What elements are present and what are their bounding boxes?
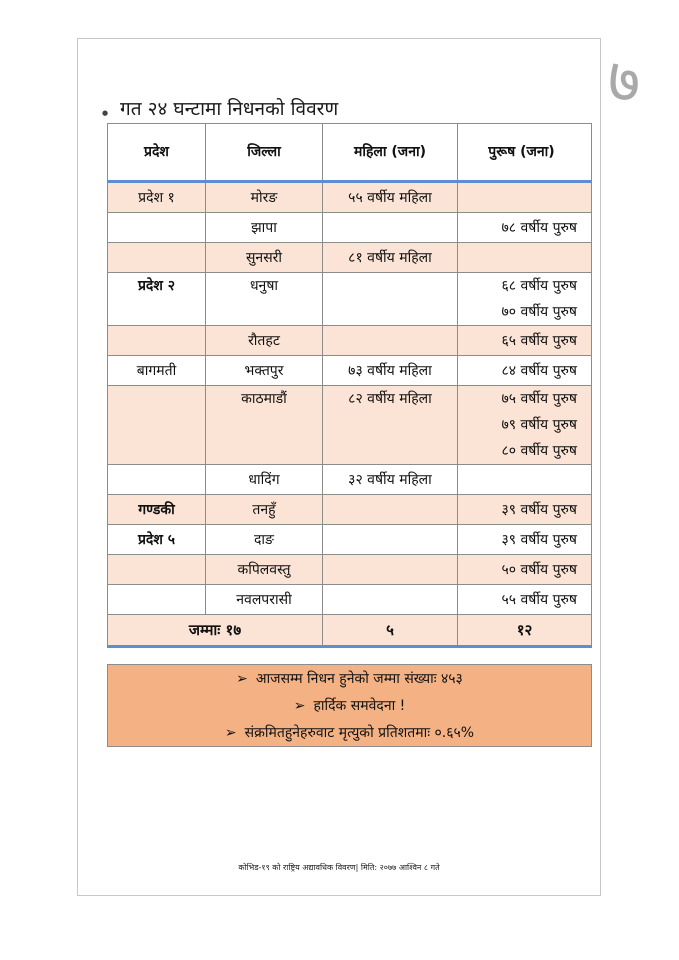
cell-male xyxy=(458,356,592,386)
cell-male xyxy=(458,386,592,465)
table-row xyxy=(108,182,592,213)
table-row xyxy=(108,495,592,525)
summary-death-rate: संक्रमितहुनेहरुवाट मृत्युको प्रतिशतमाः ०.६५% xyxy=(244,725,475,741)
male-entry: ३९ वर्षीय पुरुष xyxy=(501,501,577,518)
cell-female xyxy=(323,495,458,525)
summary-total-deaths: आजसम्म निधन हुनेको जम्मा संख्याः ४५३ xyxy=(255,671,463,687)
header-male: पुरूष (जना) xyxy=(458,124,592,182)
female-entry: ५५ वर्षीय महिला xyxy=(348,189,432,206)
male-entry: ६८ वर्षीय पुरुष xyxy=(501,278,577,294)
cell-district: भक्तपुर xyxy=(206,356,323,386)
cell-female xyxy=(323,525,458,555)
cell-male xyxy=(458,326,592,356)
cell-female xyxy=(323,555,458,585)
page-number: ७ xyxy=(608,44,641,117)
cell-district: सुनसरी xyxy=(206,243,323,273)
table-row xyxy=(108,555,592,585)
cell-province xyxy=(108,243,206,273)
cell-province xyxy=(108,326,206,356)
deaths-table xyxy=(107,123,592,648)
summary-line xyxy=(108,693,591,719)
table-row xyxy=(108,525,592,555)
table-row xyxy=(108,386,592,465)
table-row xyxy=(108,585,592,615)
male-entry: ५५ वर्षीय पुरुष xyxy=(501,591,577,608)
arrow-bullet-icon: ➢ xyxy=(293,698,306,714)
summary-condolence: हार्दिक समवेदना ! xyxy=(313,698,406,714)
table-row xyxy=(108,356,592,386)
cell-province: प्रदेश १ xyxy=(108,182,206,213)
female-entry: ३२ वर्षीय महिला xyxy=(348,471,432,488)
summary-line xyxy=(108,720,591,746)
cell-province xyxy=(108,465,206,495)
header-province: प्रदेश xyxy=(108,124,206,182)
male-entry: ७५ वर्षीय पुरुष xyxy=(501,391,577,407)
female-entry: ७३ वर्षीय महिला xyxy=(348,362,432,379)
cell-female xyxy=(323,386,458,465)
table-row xyxy=(108,243,592,273)
cell-female xyxy=(323,356,458,386)
total-label: जम्माः १७ xyxy=(108,615,323,647)
cell-district: नवलपरासी xyxy=(206,585,323,615)
male-entry: ७८ वर्षीय पुरुष xyxy=(501,219,577,236)
summary-line xyxy=(108,666,591,692)
cell-male xyxy=(458,182,592,213)
female-entry: ८१ वर्षीय महिला xyxy=(348,249,432,266)
cell-female xyxy=(323,273,458,326)
cell-district: धनुषा xyxy=(206,273,323,326)
female-entry: ८२ वर्षीय महिला xyxy=(348,391,432,407)
cell-female xyxy=(323,585,458,615)
summary-box xyxy=(107,664,592,747)
cell-male xyxy=(458,495,592,525)
table-header-row xyxy=(108,124,592,182)
cell-district: दाङ xyxy=(206,525,323,555)
page-footer: कोभिड-१९ को राष्ट्रिय अद्यावधिक विवरण| मिति: २०७७ आश्विन ८ गते xyxy=(238,863,440,872)
total-female: ५ xyxy=(323,615,458,647)
male-entry: ३९ वर्षीय पुरुष xyxy=(501,531,577,548)
cell-district: झापा xyxy=(206,213,323,243)
cell-district: काठमाडौं xyxy=(206,386,323,465)
cell-district: मोरङ xyxy=(206,182,323,213)
cell-district: तनहुँ xyxy=(206,495,323,525)
male-entry: ६५ वर्षीय पुरुष xyxy=(501,332,577,349)
male-entry: ५० वर्षीय पुरुष xyxy=(501,561,577,578)
cell-district: रौतहट xyxy=(206,326,323,356)
total-male: १२ xyxy=(458,615,592,647)
table-row xyxy=(108,213,592,243)
cell-province: प्रदेश २ xyxy=(108,273,206,326)
cell-province: प्रदेश ५ xyxy=(108,525,206,555)
cell-male xyxy=(458,213,592,243)
male-entry: ७० वर्षीय पुरुष xyxy=(501,304,577,320)
cell-female xyxy=(323,465,458,495)
cell-female xyxy=(323,243,458,273)
cell-female xyxy=(323,182,458,213)
cell-male xyxy=(458,555,592,585)
cell-district: कपिलवस्तु xyxy=(206,555,323,585)
cell-male xyxy=(458,585,592,615)
table-row xyxy=(108,273,592,326)
cell-province xyxy=(108,555,206,585)
cell-district: धादिंग xyxy=(206,465,323,495)
cell-female xyxy=(323,213,458,243)
cell-male xyxy=(458,525,592,555)
header-district: जिल्ला xyxy=(206,124,323,182)
cell-male xyxy=(458,243,592,273)
table-row xyxy=(108,326,592,356)
cell-male xyxy=(458,465,592,495)
total-row xyxy=(108,615,592,647)
cell-province xyxy=(108,585,206,615)
title-bullet-icon: ● xyxy=(102,109,109,117)
arrow-bullet-icon: ➢ xyxy=(224,725,237,741)
cell-province xyxy=(108,213,206,243)
table-row xyxy=(108,465,592,495)
arrow-bullet-icon: ➢ xyxy=(236,671,248,687)
header-female: महिला (जना) xyxy=(323,124,458,182)
cell-male xyxy=(458,273,592,326)
male-entry: ८४ वर्षीय पुरुष xyxy=(501,362,577,379)
page-title-text: गत २४ घन्टामा निधनको विवरण xyxy=(120,98,339,120)
cell-province xyxy=(108,386,206,465)
cell-province: गण्डकी xyxy=(108,495,206,525)
male-entry: ७९ वर्षीय पुरुष xyxy=(501,417,577,433)
cell-province: बागमती xyxy=(108,356,206,386)
cell-female xyxy=(323,326,458,356)
male-entry: ८० वर्षीय पुरुष xyxy=(501,443,577,459)
